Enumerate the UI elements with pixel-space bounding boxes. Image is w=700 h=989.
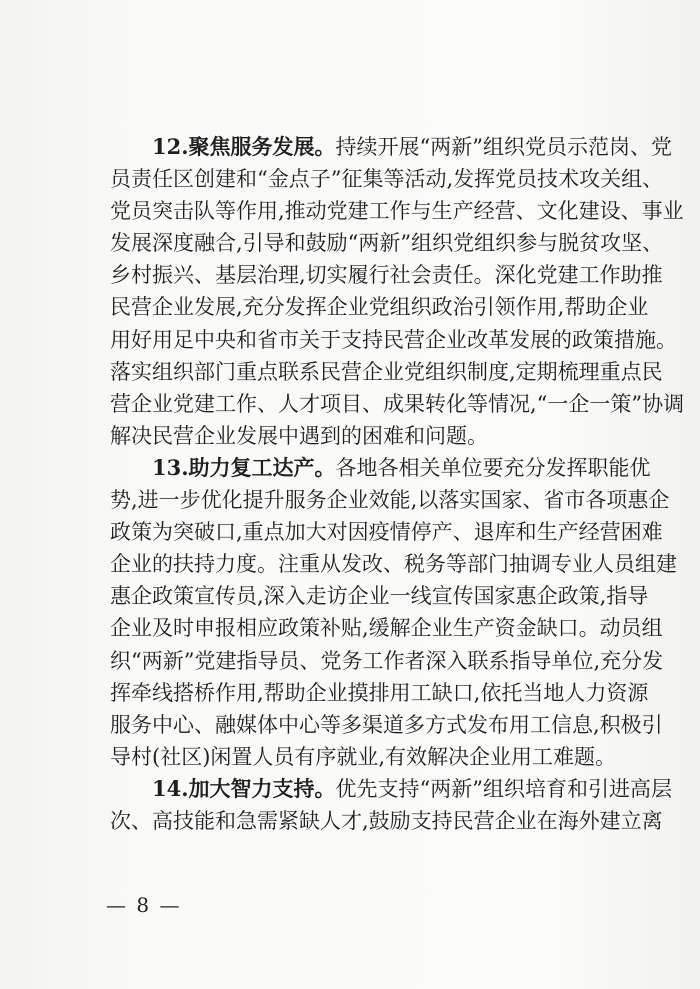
text-line: 持续开展“两新”组织党员示范岗、党: [335, 135, 673, 159]
text-line: 员责任区创建和“金点子”征集等活动,发挥党员技术攻关组、: [110, 167, 664, 192]
text-line: 织“两新”党建指导员、党务工作者深入联系指导单位,充分发: [110, 648, 664, 673]
text-line: 解决民营企业发展中遇到的困难和问题。: [110, 423, 488, 448]
text-line: 服务中心、融媒体中心等多渠道多方式发布用工信息,积极引: [110, 712, 663, 737]
text-line: 发展深度融合,引导和鼓励“两新”组织党组织参与脱贫攻坚、: [110, 231, 664, 256]
text-line: 导村(社区)闲置人员有序就业,有效解决企业用工难题。: [110, 744, 617, 769]
text-line: 用好用足中央和省市关于支持民营企业改革发展的政策措施。: [110, 327, 677, 352]
text-line: 党员突击队等作用,推动党建工作与生产经营、文化建设、事业: [110, 199, 684, 224]
text-line: 惠企政策宣传员,深入走访企业一线宣传国家惠企政策,指导: [110, 584, 649, 609]
text-line: 企业及时申报相应政策补贴,缓解企业生产资金缺口。动员组: [110, 616, 663, 641]
paragraph-13-heading: 13.助力复工达产。: [152, 454, 336, 480]
paragraph-14-line-1: [110, 773, 673, 805]
text-line: 各地各相关单位要充分发挥职能优: [335, 455, 651, 480]
text-line: 政策为突破口,重点加大对因疫情停产、退库和生产经营困难: [110, 520, 663, 545]
paragraph-12-line-1: [110, 131, 673, 163]
text-line: 企业的扶持力度。注重从发改、税务等部门抽调专业人员组建: [110, 552, 677, 577]
paragraph-14-heading: 14.加大智力支持。: [152, 775, 336, 801]
text-line: 次、高技能和急需紧缺人才,鼓励支持民营企业在海外建立离: [110, 808, 663, 833]
text-line: 挥牵线搭桥作用,帮助企业摸排用工缺口,依托当地人力资源: [110, 680, 649, 705]
text-line: 优先支持“两新”组织培育和引进高层: [335, 776, 673, 801]
text-line: 营企业党建工作、人才项目、成果转化等情况,“一企一策”协调: [110, 391, 685, 416]
body-text: [110, 131, 685, 837]
text-line: 势,进一步优化提升服务企业效能,以落实国家、省市各项惠企: [110, 488, 670, 513]
text-line: 民营企业发展,充分发挥企业党组织政治引领作用,帮助企业: [110, 295, 649, 320]
page-number: — 8 —: [106, 893, 182, 917]
text-line: 落实组织部门重点联系民营企业党组织制度,定期梳理重点民: [110, 359, 663, 384]
paragraph-12-heading: 12.聚焦服务发展。: [152, 134, 336, 159]
text-line: 乡村振兴、基层治理,切实履行社会责任。深化党建工作助推: [110, 263, 663, 288]
paragraph-13-line-1: [110, 452, 651, 484]
